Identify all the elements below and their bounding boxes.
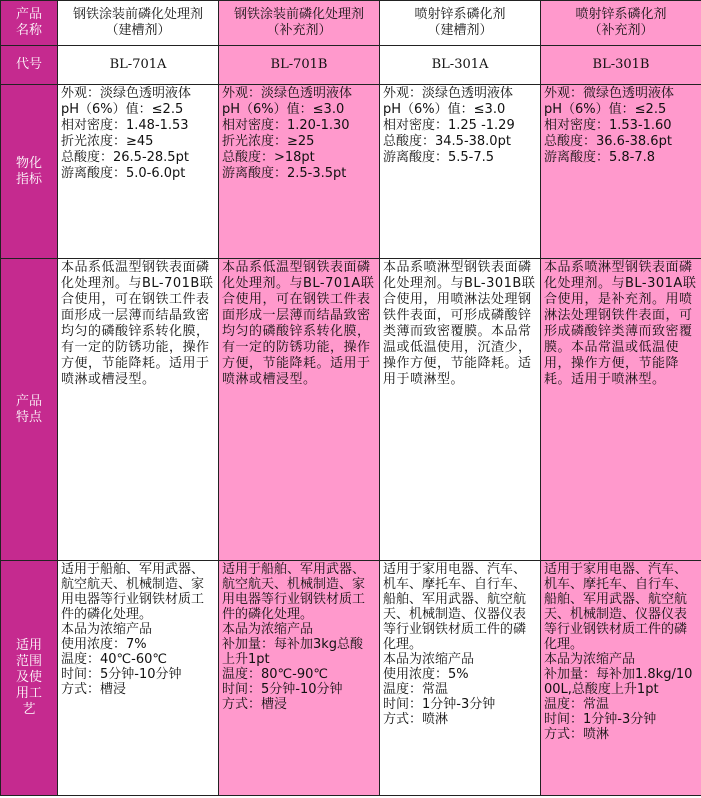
features-cell	[541, 259, 701, 561]
process-line: 温度：常温	[383, 682, 449, 697]
process-line: 时间：1分钟-3分钟	[544, 712, 657, 727]
product-name-cell	[219, 1, 380, 46]
index-line: 游离酸度：5.8-7.8	[544, 150, 656, 165]
row-application-process	[1, 561, 701, 796]
process-line: 本品为浓缩产品	[383, 652, 475, 667]
indices-cell	[380, 85, 541, 259]
process-line: 温度：常温	[544, 697, 610, 712]
product-code: BL-301B	[541, 46, 701, 85]
row-product-features	[1, 259, 701, 561]
process-cell	[380, 561, 541, 796]
index-line: 折光浓度：≥45	[61, 134, 154, 149]
index-line: pH（6%）值：≤2.5	[544, 102, 667, 117]
features-text: 本品系低温型钢铁表面磷化处理剂。与BL-701B联合使用，可在钢铁工件表面形成一层薄而结晶致密均匀的磷酸锌系转化膜，有一定的防锈功能，操作方便，节能降耗。适用于喷淋或槽浸型。	[61, 260, 214, 387]
row-head-features: 产品特点	[1, 259, 58, 561]
index-line: 外观：淡绿色透明液体	[61, 86, 192, 101]
process-line: 方式：槽浸	[61, 682, 127, 697]
product-name-cell	[541, 1, 701, 46]
product-code: BL-301A	[380, 46, 541, 85]
row-head-indices: 物化指标	[1, 85, 58, 259]
product-type: （补充剂）	[588, 23, 654, 38]
index-line: 游离酸度：5.0-6.0pt	[61, 166, 186, 181]
index-line: 相对密度：1.48-1.53	[61, 118, 189, 133]
process-line: 温度：80℃-90℃	[222, 667, 328, 682]
process-line: 使用浓度：7%	[61, 637, 147, 652]
index-line: 游离酸度：5.5-7.5	[383, 150, 495, 165]
process-description: 适用于船舶、军用武器、航空航天、机械制造、家用电器等行业钢铁材质工件的磷化处理。	[222, 562, 366, 622]
features-cell	[219, 259, 380, 561]
product-name: 钢铁涂装前磷化处理剂	[233, 7, 364, 22]
index-line: 相对密度：1.53-1.60	[544, 118, 672, 133]
features-text: 本品系低温型钢铁表面磷化处理剂。与BL-701A联合使用，可在钢铁工件表面形成一层薄而结晶致密均匀的磷酸锌系转化膜，有一定的防锈功能，操作方便，节能降耗。适用于喷淋或槽浸型。	[222, 260, 375, 387]
index-line: 总酸度：26.5-28.5pt	[61, 150, 189, 165]
features-text: 本品系喷淋型钢铁表面磷化处理剂。与BL-301A联合使用，是补充剂。用喷淋法处理钢铁件表面，可形成磷酸锌类薄而致密覆膜。本品常温或低温使用，操作方便，节能降耗。适用于喷淋型。	[544, 260, 697, 387]
process-line: 温度：40℃-60℃	[61, 652, 167, 667]
process-line: 方式：喷淋	[383, 712, 449, 727]
product-name: 钢铁涂装前磷化处理剂	[72, 7, 203, 22]
row-head-process: 适用范围及使用工艺	[1, 561, 58, 796]
process-line: 时间：5分钟-10分钟	[61, 667, 182, 682]
index-line: 相对密度：1.25 -1.29	[383, 118, 515, 133]
process-description: 适用于船舶、军用武器、航空航天、机械制造、家用电器等行业钢铁材质工件的磷化处理。	[61, 562, 205, 622]
process-line: 方式：喷淋	[544, 727, 610, 742]
row-product-name	[1, 1, 701, 46]
process-cell	[58, 561, 219, 796]
index-line: 折光浓度：≥25	[222, 134, 315, 149]
index-line: pH（6%）值：≤3.0	[383, 102, 506, 117]
index-line: 总酸度：34.5-38.0pt	[383, 134, 511, 149]
process-cell	[219, 561, 380, 796]
index-line: 外观：淡绿色透明液体	[222, 86, 353, 101]
product-type: （补充剂）	[266, 23, 332, 38]
process-line: 补加量：每补加3kg总酸上升1pt	[222, 637, 364, 667]
indices-cell	[58, 85, 219, 259]
product-name: 喷射锌系磷化剂	[575, 7, 667, 22]
features-cell	[380, 259, 541, 561]
product-name: 喷射锌系磷化剂	[414, 7, 506, 22]
index-line: pH（6%）值：≤3.0	[222, 102, 345, 117]
product-code: BL-701B	[219, 46, 380, 85]
process-line: 本品为浓缩产品	[222, 622, 314, 637]
process-line: 本品为浓缩产品	[544, 652, 636, 667]
indices-cell	[219, 85, 380, 259]
product-name-cell	[380, 1, 541, 46]
process-line: 时间：1分钟-3分钟	[383, 697, 496, 712]
row-head-name: 产品名称	[1, 1, 58, 46]
process-line: 方式：槽浸	[222, 697, 288, 712]
process-description: 适用于家用电器、汽车、机车、摩托车、自行车、船舶、军用武器、航空航天、机械制造、仪器仪表等行业钢铁材质工件的磷化理。	[544, 562, 688, 652]
index-line: 外观：淡绿色透明液体	[383, 86, 514, 101]
index-line: 游离酸度：2.5-3.5pt	[222, 166, 347, 181]
process-line: 使用浓度：5%	[383, 667, 469, 682]
product-name-cell	[58, 1, 219, 46]
index-line: 外观：微绿色透明液体	[544, 86, 675, 101]
product-type: （建槽剂）	[105, 23, 171, 38]
process-line: 本品为浓缩产品	[61, 622, 153, 637]
indices-cell	[541, 85, 701, 259]
row-product-code	[1, 46, 701, 85]
index-line: 总酸度：>18pt	[222, 150, 315, 165]
index-line: pH（6%）值：≤2.5	[61, 102, 184, 117]
product-type: （建槽剂）	[427, 23, 493, 38]
process-cell	[541, 561, 701, 796]
process-line: 时间：5分钟-10分钟	[222, 682, 343, 697]
process-description: 适用于家用电器、汽车、机车、摩托车、自行车、船舶、军用武器、航空航天、机械制造、仪器仪表等行业钢铁材质工件的磷化理。	[383, 562, 527, 652]
row-head-code: 代号	[1, 46, 58, 85]
index-line: 总酸度：36.6-38.6pt	[544, 134, 672, 149]
features-text: 本品系喷淋型钢铁表面磷化处理剂。与BL-301B联合使用，用喷淋法处理钢铁件表面，可形成磷酸锌类薄而致密覆膜。本品常温或低温使用，沉渣少，操作方便，节能降耗。适用于喷淋型。	[383, 260, 536, 387]
index-line: 相对密度：1.20-1.30	[222, 118, 350, 133]
features-cell	[58, 259, 219, 561]
row-physicochemical-indices	[1, 85, 701, 259]
process-line: 补加量：每补加1.8kg/1000L,总酸度上升1pt	[544, 667, 693, 697]
product-code: BL-701A	[58, 46, 219, 85]
